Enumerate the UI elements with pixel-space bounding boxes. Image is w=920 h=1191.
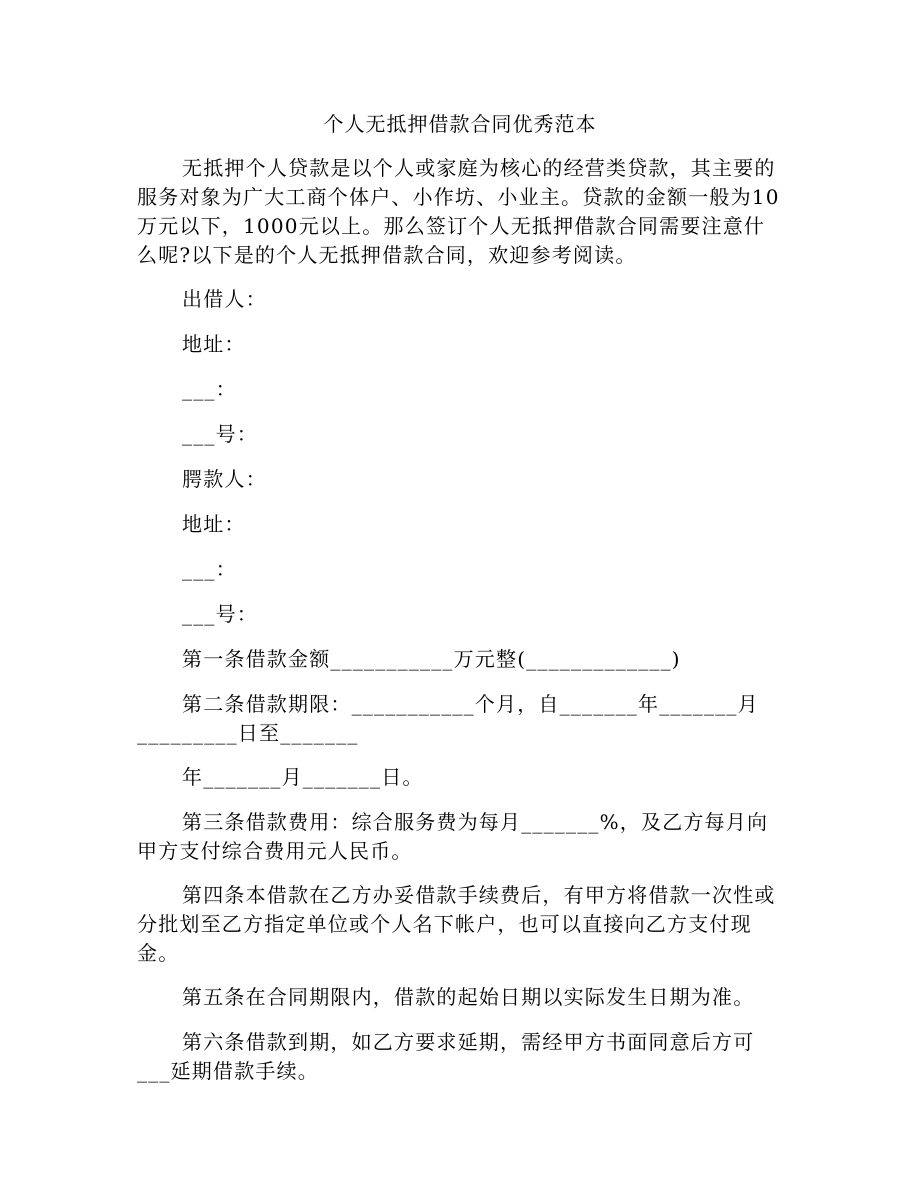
lender-number-field: ___号： [182,422,258,446]
borrower-label: 腭款人： [182,467,267,491]
borrower-address: 地址： [182,512,246,536]
article-6: 第六条借款到期，如乙方要求延期，需经甲方书面同意后方可___延期借款手续。 [137,1030,755,1083]
article-4: 第四条本借款在乙方办妥借款手续费后，有甲方将借款一次性或分批划至乙方指定单位或个人名下帐户，也可以直接向乙方支付现金。 [137,883,776,965]
article-2-continued: 年_______月_______日。 [182,765,424,789]
lender-blank-field: ___： [182,377,237,401]
borrower-blank-field: ___： [182,557,237,581]
borrower-number-field: ___号： [182,602,258,626]
document-title: 个人无抵押借款合同优秀范本 [323,112,597,136]
lender-label: 出借人： [182,287,267,311]
lender-address: 地址： [182,332,246,356]
intro-paragraph: 无抵押个人贷款是以个人或家庭为核心的经营类贷款，其主要的服务对象为广大工商个体户、小作坊、小业主。贷款的金额一般为10万元以下，1000元以上。那么签订个人无抵押借款合同需要注意什么呢?以下是的个人无抵押借款合同，欢迎参考阅读。 [137,156,780,267]
article-5: 第五条在合同期限内，借款的起始日期以实际发生日期为准。 [182,985,755,1009]
article-1: 第一条借款金额___________万元整(_____________) [182,647,681,671]
article-2: 第二条借款期限：___________个月，自_______年_______月_________日至_______ [137,692,759,745]
article-3: 第三条借款费用：综合服务费为每月_______%，及乙方每月向甲方支付综合费用元人民币。 [137,810,769,863]
